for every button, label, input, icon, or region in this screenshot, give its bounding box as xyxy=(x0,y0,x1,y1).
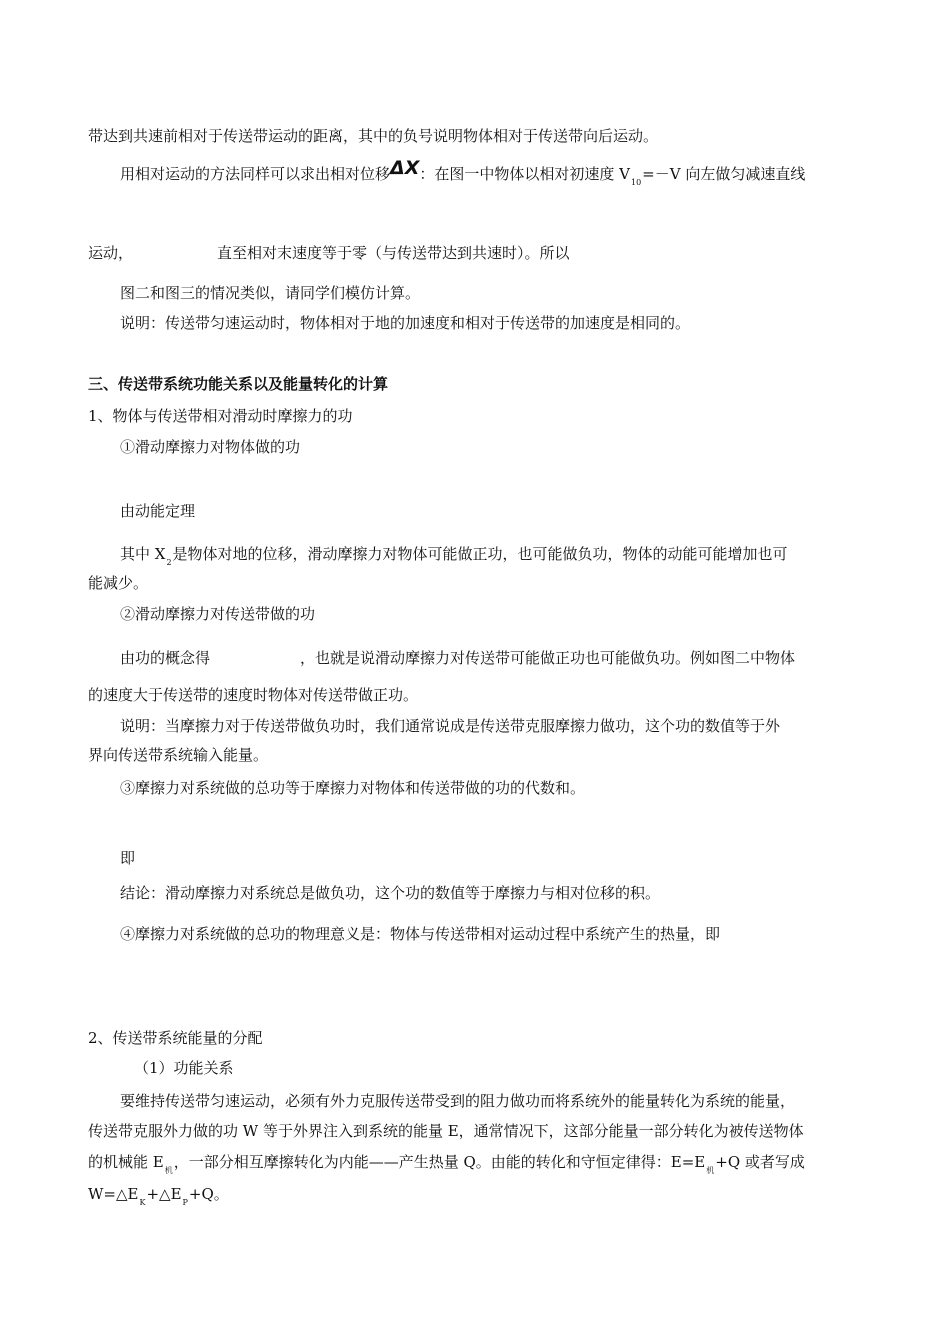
paragraph-line xyxy=(88,243,570,263)
paragraph-line xyxy=(120,604,315,624)
paragraph-line xyxy=(88,1121,804,1141)
text: 要维持传送带匀速运动，必须有外力克服传送带受到的阻力做功而将系统外的能量转化为系统的能量， xyxy=(120,1092,796,1110)
text: W=△E xyxy=(88,1185,139,1203)
text: ，一部分相互摩擦转化为内能——产生热量 Q。由能的转化和守恒定律得：E=E xyxy=(173,1153,706,1171)
text: 运动， xyxy=(88,244,134,262)
paragraph-line xyxy=(88,126,658,146)
text: ，也就是说滑动摩擦力对传送带可能做正功也可能做负功。例如图二中物体 xyxy=(300,649,796,667)
text: 结论：滑动摩擦力对系统总是做负功，这个功的数值等于摩擦力与相对位移的积。 xyxy=(120,884,661,902)
text: ④摩擦力对系统做的总功的物理意义是：物体与传送带相对运动过程中系统产生的热量，即 xyxy=(120,925,721,943)
text: 2、传送带系统能量的分配 xyxy=(88,1029,263,1047)
text: 1、物体与传送带相对滑动时摩擦力的功 xyxy=(88,407,353,425)
subscript: P xyxy=(182,1198,188,1207)
text: 的机械能 E xyxy=(88,1153,164,1171)
subsection-heading xyxy=(88,406,353,426)
paragraph-line xyxy=(120,848,135,868)
subscript: 10 xyxy=(630,178,642,187)
text: 界向传送带系统输入能量。 xyxy=(88,746,269,764)
text: ：在图一中物体以相对初速度 V xyxy=(419,165,630,183)
paragraph-line xyxy=(134,1058,234,1078)
paragraph-line xyxy=(120,924,720,944)
paragraph-line xyxy=(120,501,195,521)
section-heading xyxy=(88,374,388,394)
text: ②滑动摩擦力对传送带做的功 xyxy=(120,605,316,623)
subscript: 机 xyxy=(706,1166,715,1175)
paragraph-line xyxy=(120,883,660,903)
subscript: K xyxy=(139,1198,146,1207)
text: 说明：当摩擦力对于传送带做负功时，我们通常说成是传送带克服摩擦力做功，这个功的数值等于外 xyxy=(120,717,781,735)
paragraph-line xyxy=(120,716,780,736)
text: ①滑动摩擦力对物体做的功 xyxy=(120,438,301,456)
text: 其中 X xyxy=(120,545,166,563)
text: ③摩擦力对系统做的总功等于摩擦力对物体和传送带做的功的代数和。 xyxy=(120,779,586,797)
paragraph-line xyxy=(88,685,418,705)
paragraph-line xyxy=(88,1152,805,1175)
text: +Q 或者写成 xyxy=(715,1153,805,1171)
subscript: 机 xyxy=(164,1166,173,1175)
text: 的速度大于传送带的速度时物体对传送带做正功。 xyxy=(88,686,419,704)
text: 用相对运动的方法同样可以求出相对位移 xyxy=(120,165,391,183)
text: 带达到共速前相对于传送带运动的距离，其中的负号说明物体相对于传送带向后运动。 xyxy=(88,127,659,145)
paragraph-line xyxy=(120,1091,795,1111)
subsection-heading xyxy=(88,1028,263,1048)
paragraph-line xyxy=(120,437,300,457)
text: =－V 向左做匀减速直线 xyxy=(642,165,806,183)
text: 即 xyxy=(120,849,136,867)
subscript: 2 xyxy=(166,558,172,567)
text: 直至相对末速度等于零（与传送带达到共速时）。所以 xyxy=(217,244,570,262)
paragraph-line xyxy=(88,573,148,593)
delta-x-symbol: ΔX xyxy=(390,157,420,179)
paragraph-line xyxy=(120,778,585,798)
paragraph-line xyxy=(120,283,420,303)
paragraph-line xyxy=(120,544,788,567)
paragraph-line xyxy=(88,1184,229,1207)
paragraph-line xyxy=(88,745,268,765)
text: 由动能定理 xyxy=(120,502,196,520)
text: （1）功能关系 xyxy=(134,1059,234,1077)
text: 是物体对地的位移，滑动摩擦力对物体可能做正功，也可能做负功，物体的动能可能增加也可 xyxy=(172,545,788,563)
text: 能减少。 xyxy=(88,574,149,592)
text: 由功的概念得 xyxy=(120,649,211,667)
text: 说明：传送带匀速运动时，物体相对于地的加速度和相对于传送带的加速度是相同的。 xyxy=(120,314,691,332)
paragraph-line xyxy=(120,157,806,187)
paragraph-line xyxy=(120,648,795,668)
text: +Q。 xyxy=(188,1185,229,1203)
text: 传送带克服外力做的功 W 等于外界注入到系统的能量 E，通常情况下，这部分能量一部分转化为被传送物体 xyxy=(88,1122,804,1140)
text: +△E xyxy=(146,1185,182,1203)
heading-text: 三、传送带系统功能关系以及能量转化的计算 xyxy=(88,375,389,393)
paragraph-line xyxy=(120,313,690,333)
text: 图二和图三的情况类似，请同学们模仿计算。 xyxy=(120,284,421,302)
